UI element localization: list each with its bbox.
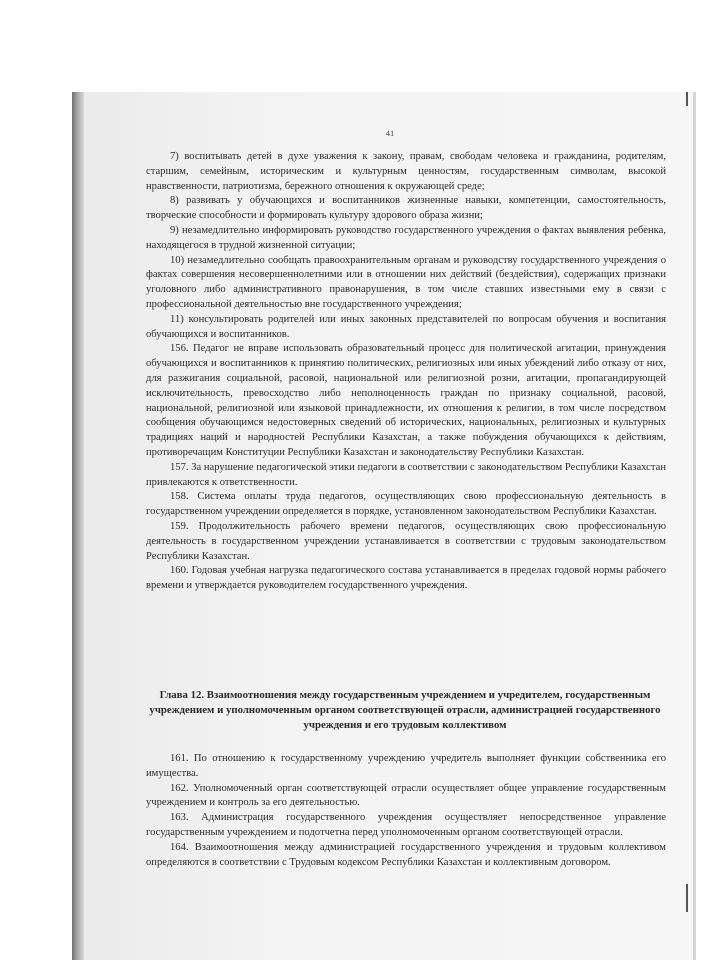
page-right-edge (693, 92, 696, 960)
paragraph: 10) незамедлительно сообщать правоохранительным органам и руководству государственного учреждения о фактах совершения несовершеннолетними или в отношении них действий (бездействия), содержащих признаки уголовного либо административного правонарушения, в том числе ставших известными ему в связи с профессиональной деятельностью вне государственного учреждения; (146, 254, 666, 310)
paragraph: 164. Взаимоотношения между администрацией государственного учреждения и трудовым коллективом определяются в соответствии с Трудовым кодексом Республики Казахстан и коллективным договором. (146, 841, 666, 868)
paragraph: 161. По отношению к государственному учреждению учредитель выполняет функции собственника его имущества. (146, 753, 666, 779)
chapter-title: Глава 12. Взаимоотношения между государственным учреждением и учредителем, государственным учреждением и уполномоченным органом соответствующей отрасли, администрацией государственного учреждения и его трудовым коллективом (149, 689, 661, 731)
paragraph: 159. Продолжительность рабочего времени педагогов, осуществляющих свою профессиональную деятельность в государственном учреждении устанавливается в соответствии с трудовым законодательством Республики Казахстан. (146, 520, 666, 562)
paragraph: 9) незамедлительно информировать руководство государственного учреждения о фактах выявления ребенка, находящегося в трудной жизненной ситуации; (146, 224, 666, 251)
paragraph: 157. За нарушение педагогической этики педагоги в соответствии с законодательством Республики Казахстан привлекаются к ответственности. (146, 461, 666, 488)
paragraph: 158. Система оплаты труда педагогов, осуществляющих свою профессиональную деятельность в государственном учреждении определяется в порядке, установленном законодательством Республики Казахстан. (146, 491, 666, 518)
paragraph: 156. Педагог не вправе использовать образовательный процесс для политической агитации, принуждения обучающихся и воспитанников к принятию политических, религиозных или иных убеждений либо отказу от них, для разжигания социальной, расовой, национальной или религиозной розни, агитации, пропагандирующей исключительность, превосходство либо неполноценность граждан по признаку социальной, расовой, национальной, религиозной или языковой принадлежности, их отношения к религии, в том числе посредством сообщения обучающимся недостоверных сведений об исторических, национальных, религиозных и культурных традициях наций и народностей Республики Казахстан, а также побуждения обучающихся к действиям, противоречащим Конституции Республики Казахстан и законодательству Республики Казахстан. (146, 343, 666, 458)
margin-mark-bottom (686, 884, 688, 912)
paragraph: 160. Годовая учебная нагрузка педагогического состава устанавливается в пределах годовой нормы рабочего времени и утверждается руководителем государственного учреждения. (146, 565, 666, 592)
paragraph: 8) развивать у обучающихся и воспитанников жизненные навыки, компетенции, самостоятельность, творческие способности и формировать культуру здорового образа жизни; (146, 195, 666, 222)
paragraph: 7) воспитывать детей в духе уважения к закону, правам, свободам человека и гражданина, родителям, старшим, семейным, историческим и культурным ценностям, государственным символам, высокой нравственности, патриотизма, бережного отношения к окружающей среде; (146, 151, 666, 192)
paragraph: 163. Администрация государственного учреждения осуществляет непосредственное управление государственным учреждением и подотчетна перед уполномоченным органом соответствующей отрасли. (146, 812, 666, 838)
body-text-lower (146, 752, 666, 870)
document-page (84, 92, 696, 960)
paragraph: 11) консультировать родителей или иных законных представителей по вопросам обучения и воспитания обучающихся и воспитанников. (146, 313, 666, 340)
margin-mark-top (686, 92, 688, 106)
paragraph: 162. Уполномоченный орган соответствующей отрасли осуществляет общее управление государственным учреждением и контроль за его деятельностью. (146, 782, 666, 809)
scan-shadow-edge (72, 92, 84, 960)
page-number: 41 (385, 128, 395, 138)
body-text-upper (146, 150, 666, 594)
